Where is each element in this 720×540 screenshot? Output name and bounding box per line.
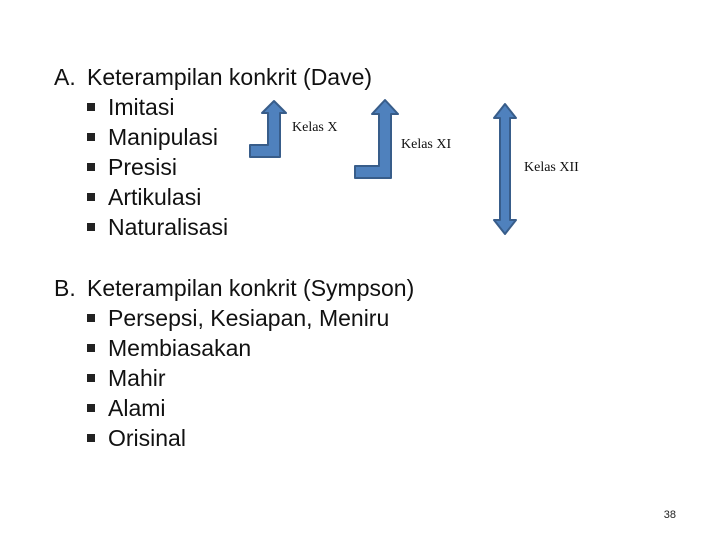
list-item-label: Alami [108,395,166,421]
list-item-label: Artikulasi [108,184,202,210]
list-item-label: Naturalisasi [108,214,229,240]
double-arrow-icon [494,104,516,234]
list-item [87,423,389,453]
square-bullet-icon [87,404,95,412]
list-item-label: Persepsi, Kesiapan, Meniru [108,305,390,331]
section-a-title: Keterampilan konkrit (Dave) [87,64,373,90]
list-item [87,363,389,393]
section-b-heading [54,273,414,303]
page-number: 38 [663,509,676,521]
list-item-label: Presisi [108,154,178,180]
kelas-x-label: Kelas X [292,120,338,135]
kelas-xii-label: Kelas XII [524,160,579,175]
list-item-label: Membiasakan [108,335,252,361]
list-item-label: Manipulasi [108,124,218,150]
square-bullet-icon [87,374,95,382]
bent-up-arrow-icon [250,101,286,157]
list-item-label: Mahir [108,365,166,391]
square-bullet-icon [87,434,95,442]
section-b-title: Keterampilan konkrit (Sympson) [87,275,415,301]
bent-up-arrow-icon [355,100,398,178]
list-item [87,393,389,423]
list-item [87,333,389,363]
section-b-marker: B. [54,275,76,301]
kelas-xi-label: Kelas XI [401,137,452,152]
square-bullet-icon [87,344,95,352]
section-a-marker: A. [54,64,76,90]
list-item-label: Imitasi [108,94,175,120]
square-bullet-icon [87,314,95,322]
section-b-list [87,303,389,453]
list-item-label: Orisinal [108,425,186,451]
list-item [87,303,389,333]
